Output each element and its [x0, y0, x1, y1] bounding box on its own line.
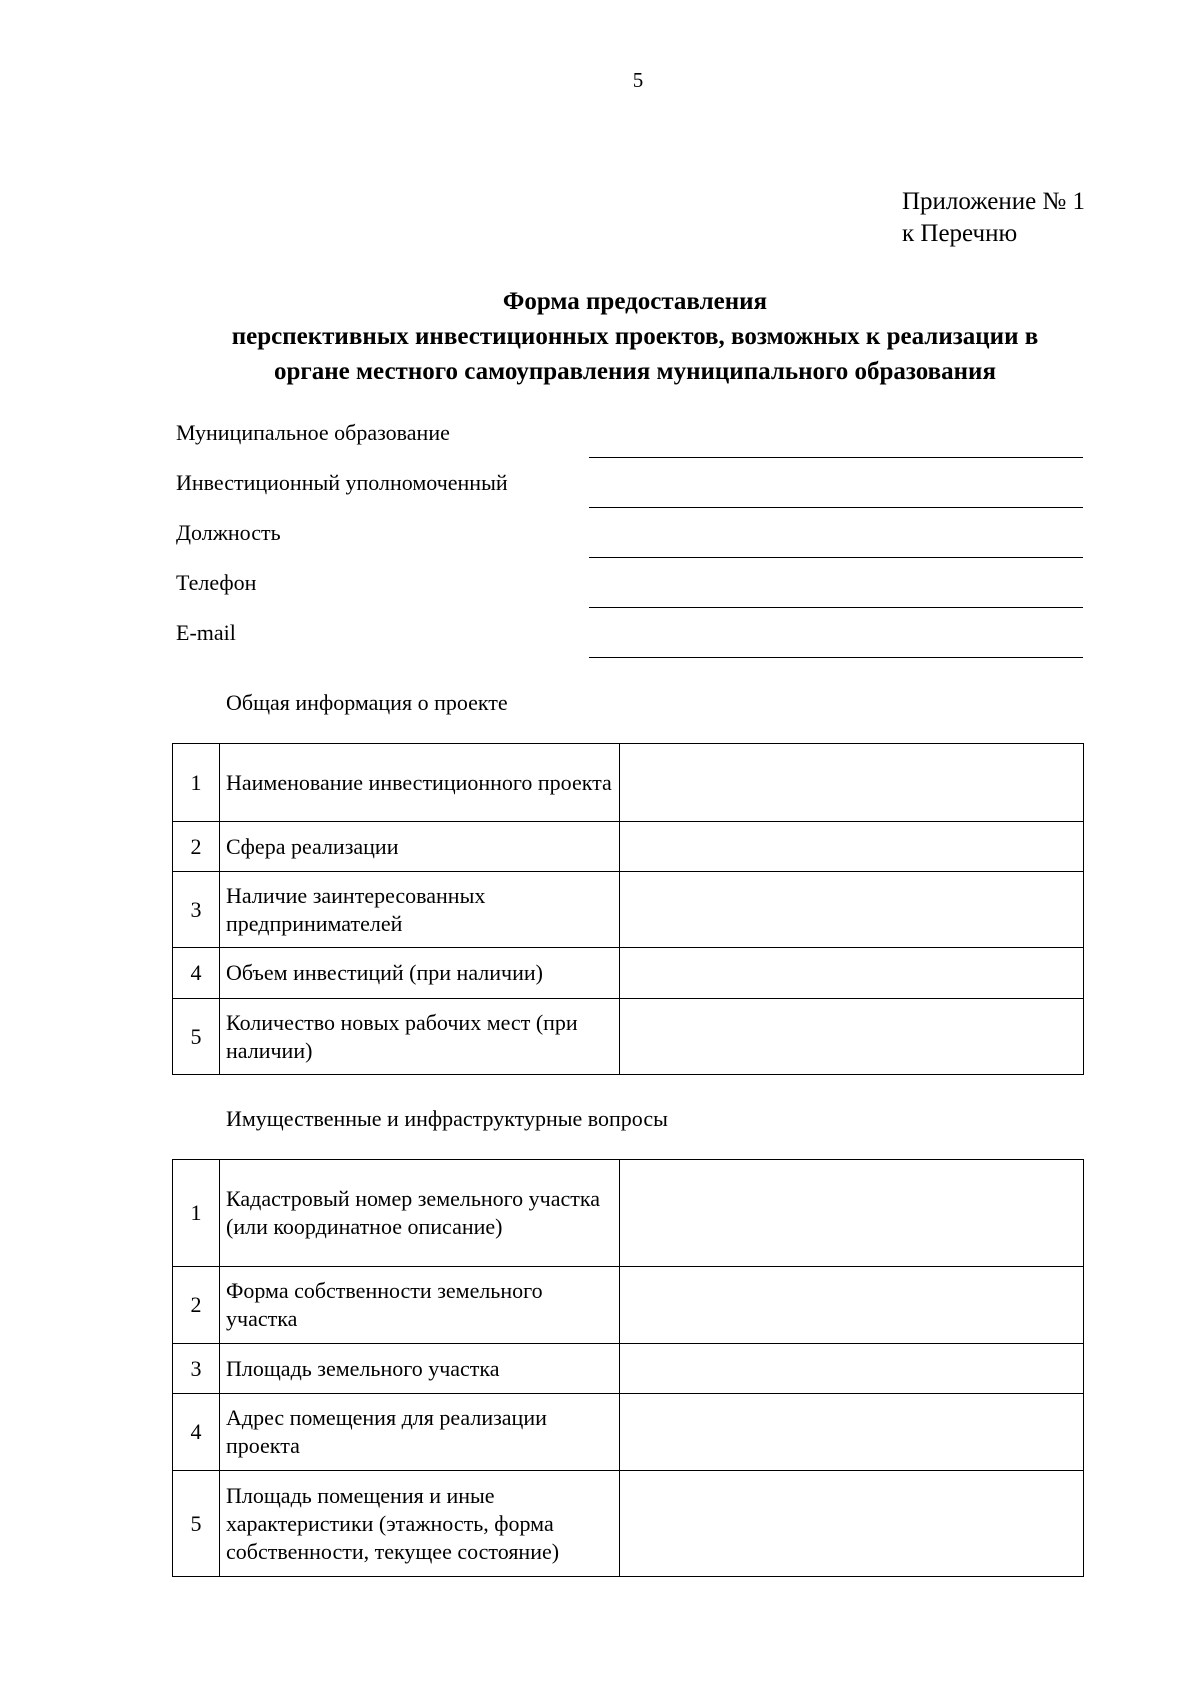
- interested-entrepreneurs-cell[interactable]: [620, 872, 1084, 948]
- general-info-title: Общая информация о проекте: [226, 690, 508, 715]
- new-jobs-cell[interactable]: [620, 999, 1084, 1075]
- table-row: [173, 1344, 1084, 1394]
- row-label: Наличие заинтересованных предпринимателей: [220, 872, 620, 948]
- appendix-line-2: к Перечню: [902, 220, 1018, 247]
- table-row: [173, 744, 1084, 822]
- page-number: 5: [632, 68, 644, 92]
- land-ownership-cell[interactable]: [620, 1267, 1084, 1344]
- row-number: 4: [173, 948, 220, 999]
- email-label: E-mail: [176, 620, 236, 645]
- property-info-title: Имущественные и инфраструктурные вопросы: [226, 1106, 668, 1131]
- row-label: Адрес помещения для реализации проекта: [220, 1394, 620, 1471]
- row-label: Наименование инвестиционного проекта: [220, 744, 620, 822]
- appendix-line-1: Приложение № 1: [902, 188, 1086, 215]
- contact-row-phone: [176, 570, 1086, 620]
- row-label: Объем инвестиций (при наличии): [220, 948, 620, 999]
- row-label: Площадь помещения и иные характеристики (этажность, форма собственности, текущее состояние): [220, 1471, 620, 1577]
- property-info-table: [172, 1159, 1084, 1577]
- land-area-cell[interactable]: [620, 1344, 1084, 1394]
- representative-label: Инвестиционный уполномоченный: [176, 470, 508, 495]
- table-row: [173, 1394, 1084, 1471]
- row-label: Площадь земельного участка: [220, 1344, 620, 1394]
- premises-characteristics-cell[interactable]: [620, 1471, 1084, 1577]
- row-number: 3: [173, 872, 220, 948]
- row-label: Сфера реализации: [220, 822, 620, 872]
- representative-field[interactable]: [589, 507, 1083, 508]
- premises-address-cell[interactable]: [620, 1394, 1084, 1471]
- title-line-1: Форма предоставления: [502, 288, 768, 315]
- row-number: 3: [173, 1344, 220, 1394]
- row-number: 5: [173, 999, 220, 1075]
- row-number: 2: [173, 1267, 220, 1344]
- phone-field[interactable]: [589, 607, 1083, 608]
- title-line-3: органе местного самоуправления муниципального образования: [274, 358, 996, 385]
- contact-row-email: [176, 620, 1086, 670]
- contact-fields: [176, 420, 1086, 670]
- contact-row-position: [176, 520, 1086, 570]
- project-name-cell[interactable]: [620, 744, 1084, 822]
- table-row: [173, 1471, 1084, 1577]
- row-number: 1: [173, 1160, 220, 1267]
- investment-volume-cell[interactable]: [620, 948, 1084, 999]
- appendix-note: [902, 186, 1085, 250]
- position-label: Должность: [176, 520, 281, 545]
- row-label: Форма собственности земельного участка: [220, 1267, 620, 1344]
- table-row: [173, 1160, 1084, 1267]
- document-title: [170, 284, 1100, 389]
- table-row: [173, 1267, 1084, 1344]
- table-row: [173, 822, 1084, 872]
- implementation-area-cell[interactable]: [620, 822, 1084, 872]
- row-number: 1: [173, 744, 220, 822]
- table-row: [173, 999, 1084, 1075]
- position-field[interactable]: [589, 557, 1083, 558]
- cadastral-number-cell[interactable]: [620, 1160, 1084, 1267]
- municipality-label: Муниципальное образование: [176, 420, 450, 445]
- contact-row-municipality: [176, 420, 1086, 470]
- title-line-2: перспективных инвестиционных проектов, возможных к реализации в: [231, 323, 1039, 350]
- email-field[interactable]: [589, 657, 1083, 658]
- table-row: [173, 872, 1084, 948]
- row-number: 2: [173, 822, 220, 872]
- row-number: 4: [173, 1394, 220, 1471]
- row-label: Количество новых рабочих мест (при наличии): [220, 999, 620, 1075]
- row-number: 5: [173, 1471, 220, 1577]
- municipality-field[interactable]: [589, 457, 1083, 458]
- table-row: [173, 948, 1084, 999]
- contact-row-representative: [176, 470, 1086, 520]
- phone-label: Телефон: [176, 570, 257, 595]
- general-info-table: [172, 743, 1084, 1075]
- row-label: Кадастровый номер земельного участка (или координатное описание): [220, 1160, 620, 1267]
